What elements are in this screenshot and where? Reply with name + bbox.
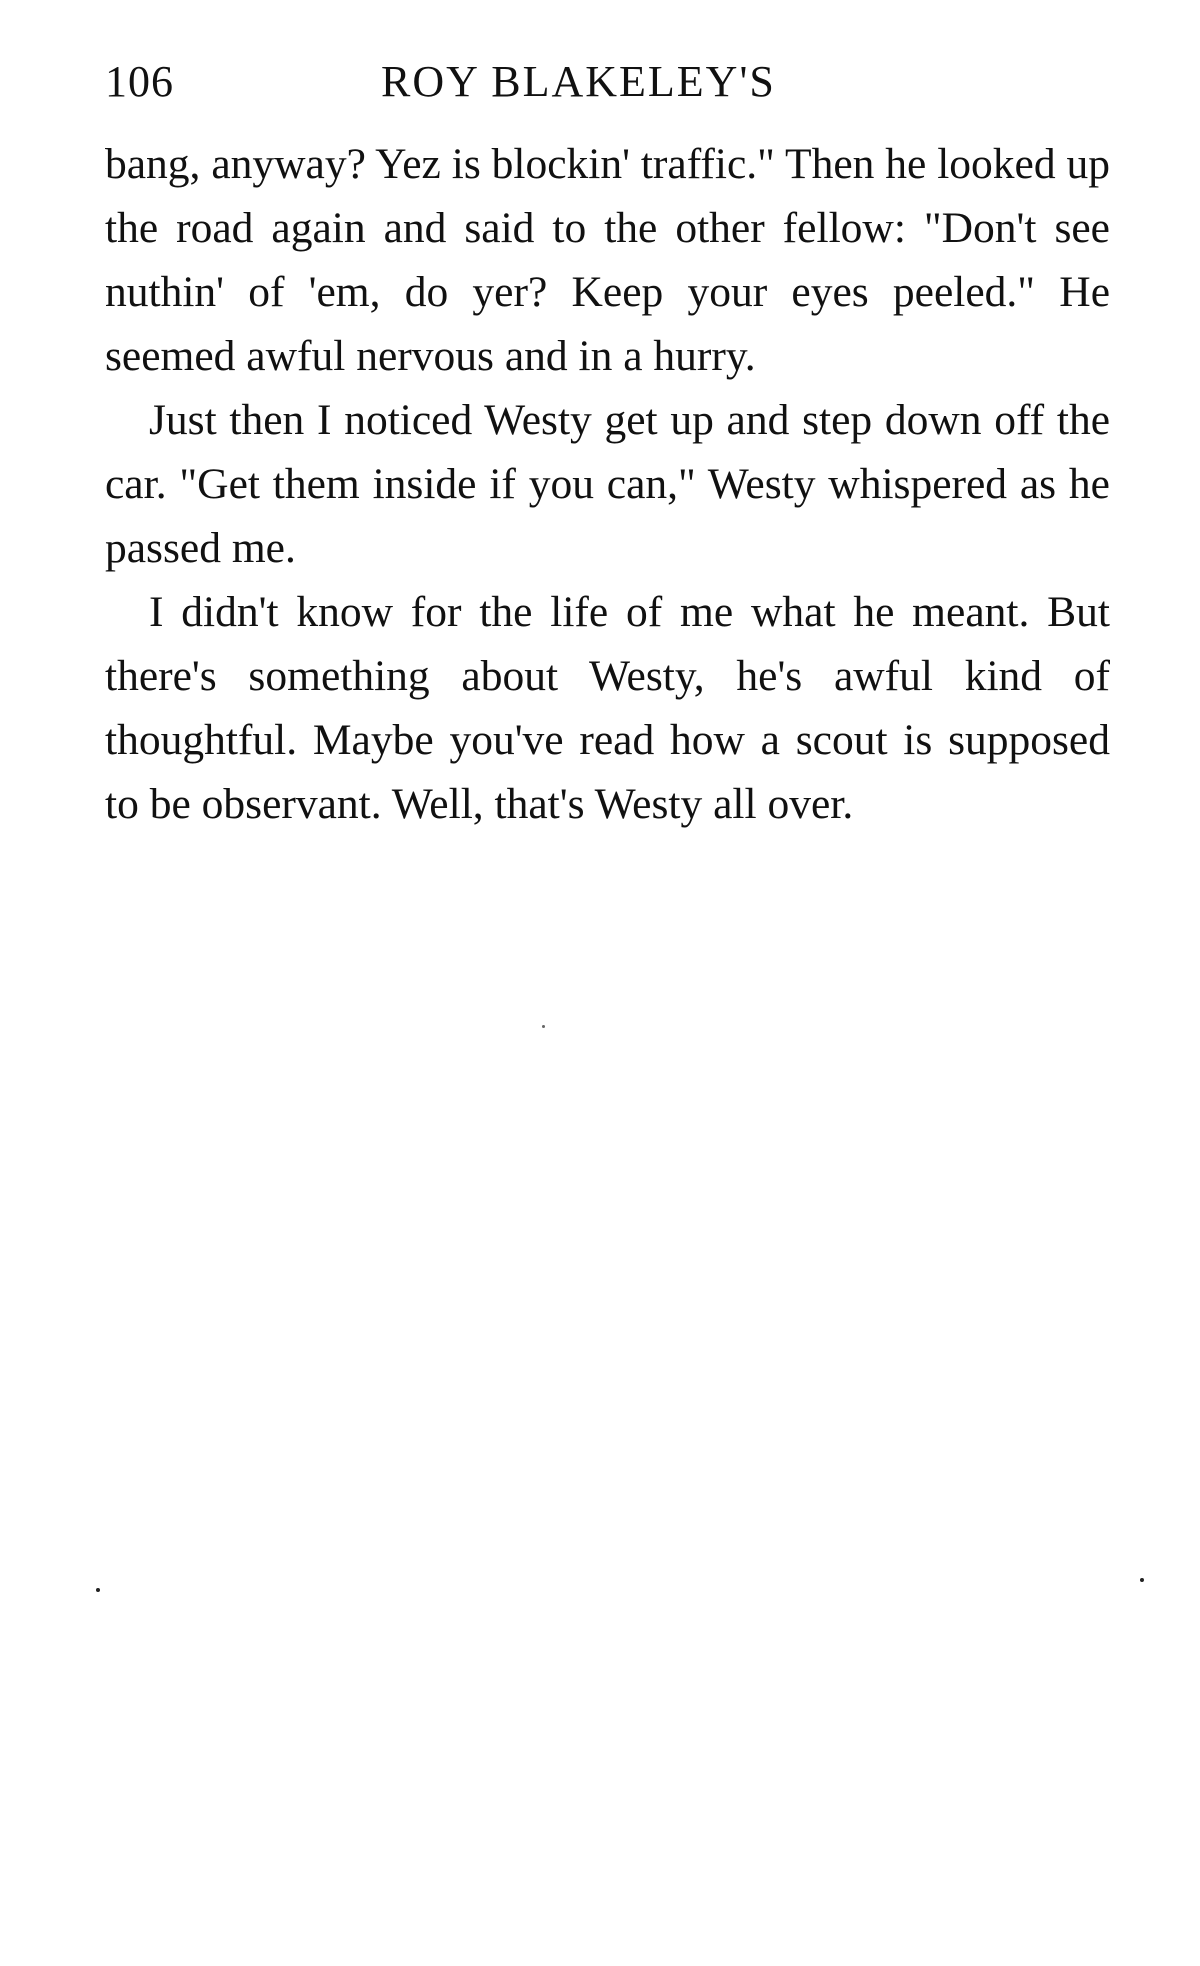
scan-speck [96, 1588, 100, 1592]
scan-speck [542, 1025, 545, 1028]
paragraph-2: Just then I noticed Westy get up and step down off the car. "Get them inside if you can," Westy whispered as he passed me. [105, 396, 1110, 572]
scan-speck [1140, 1578, 1144, 1582]
paragraph-1: bang, anyway? Yez is blockin' traffic." Then he looked up the road again and said to the other fellow: "Don't see nuthin' of 'em, do yer? Keep your eyes peeled." He seemed awful nervous and in a hurry. [105, 140, 1110, 380]
running-title: ROY BLAKELEY'S [381, 57, 776, 106]
running-head [105, 52, 1105, 112]
paragraph-3: I didn't know for the life of me what he meant. But there's something about Westy, he's awful kind of thoughtful. Maybe you've read how a scout is supposed to be observant. Well, that's Westy all over. [105, 588, 1110, 828]
body-text [105, 132, 1110, 836]
page-number: 106 [105, 57, 174, 106]
